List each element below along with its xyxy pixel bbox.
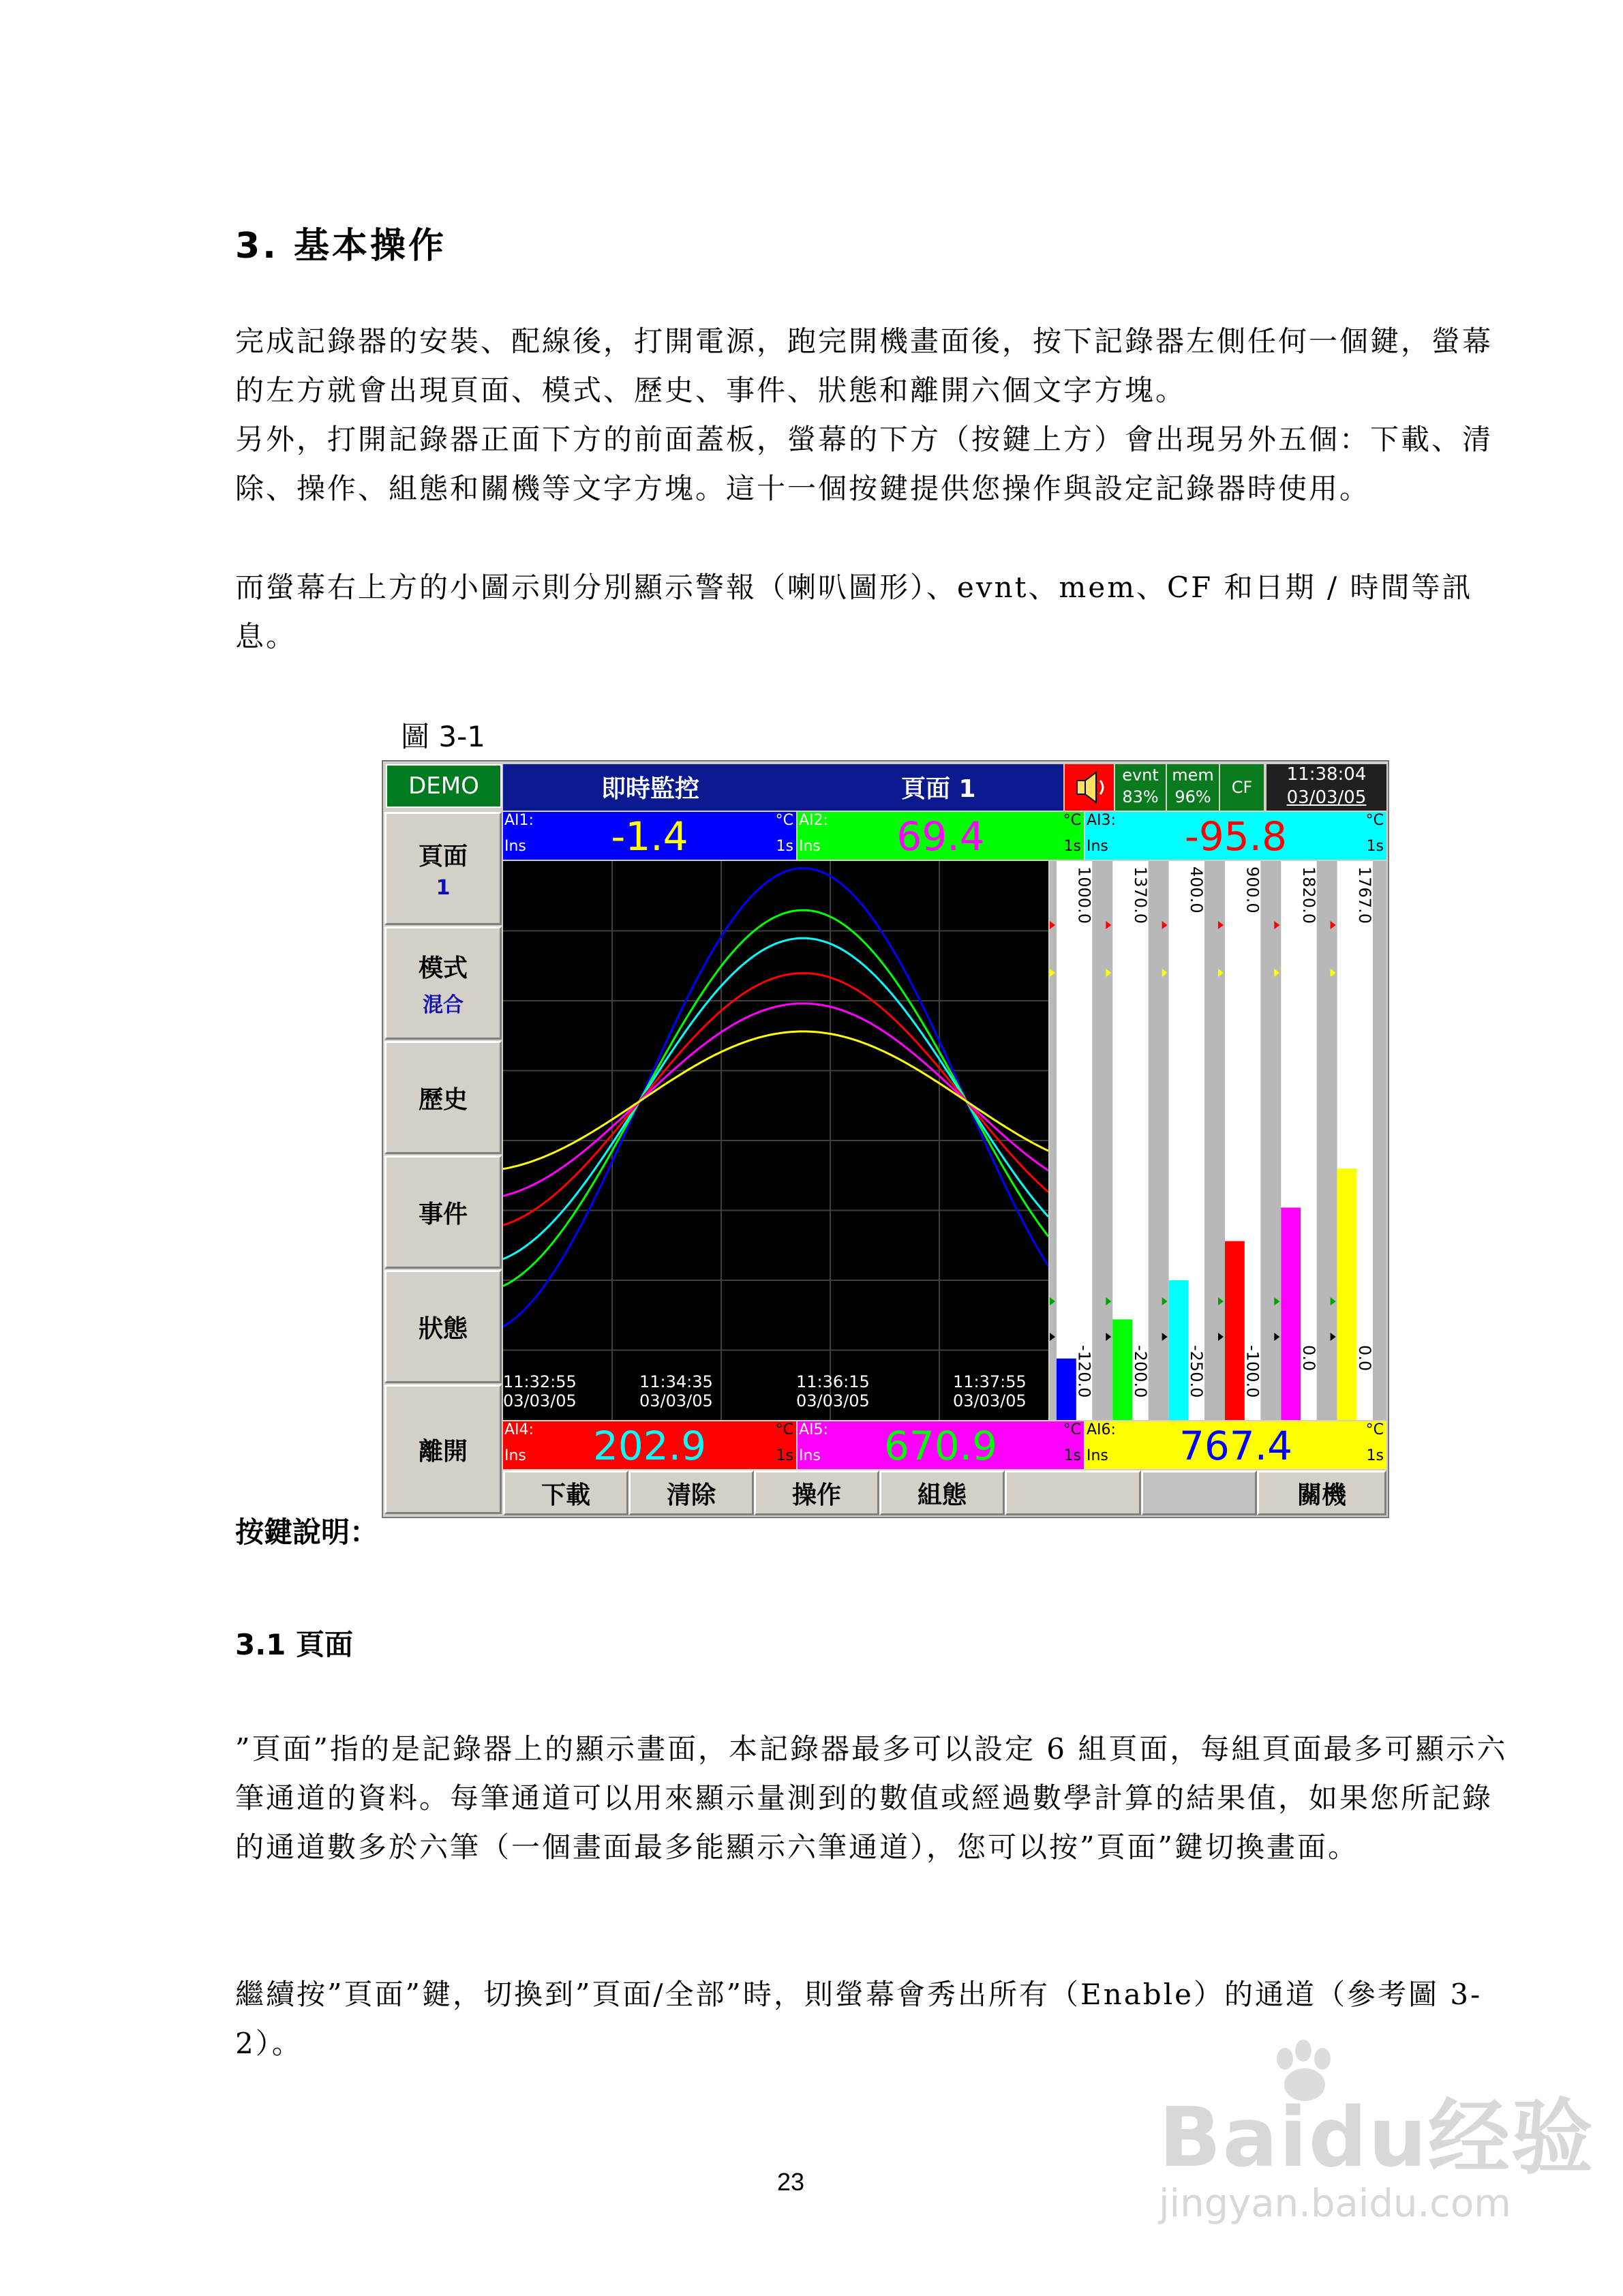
paragraph-2: 另外，打開記錄器正面下方的前面蓋板，螢幕的下方（按鍵上方）會出現另外五個：下載、清除、操作、組態和關機等文字方塊。這十一個按鍵提供您操作與設定記錄器時使用。 — [235, 423, 1493, 505]
time-tick-label: 11:34:35 — [639, 1372, 713, 1391]
channel-ai4: AI4: Ins 202.9 °C 1s — [503, 1421, 796, 1469]
watermark-url: jingyan.baidu.com — [1159, 2181, 1511, 2226]
alarm-speaker-icon — [1065, 764, 1114, 811]
section-heading: 3. 基本操作 — [235, 226, 447, 267]
page-number: 23 — [776, 2168, 805, 2196]
bar-track — [1057, 861, 1092, 1420]
bottom-button-empty-2[interactable] — [1141, 1470, 1257, 1515]
bottom-button-shutdown[interactable]: 關機 — [1257, 1470, 1386, 1515]
recorder-screen — [382, 760, 1389, 1518]
cf-indicator: CF — [1220, 764, 1264, 811]
section-paragraph-2: 繼續按”頁面”鍵，切換到”頁面/全部”時，則螢幕會秀出所有（Enable）的通道（參考圖 3-2）。 — [235, 1978, 1483, 2060]
side-button-status[interactable]: 狀態 — [384, 1270, 502, 1383]
channel-ai1: AI1: Ins -1.4 °C 1s — [503, 812, 796, 860]
time-tick-label: 11:36:15 — [796, 1372, 870, 1391]
screen-title: 即時監控 — [601, 775, 700, 803]
date-tick-label: 03/03/05 — [639, 1391, 713, 1410]
section-paragraph-1: ”頁面”指的是記錄器上的顯示畫面，本記錄器最多可以設定 6 組頁面，每組頁面最多可顯示六筆通道的資料。每筆通道可以用來顯示量測到的數值或經過數學計算的結果值，如果您所記錄的通道數多於六筆（一個畫面最多能顯示六筆通道），您可以按”頁面”鍵切換畫面。 — [235, 1732, 1508, 1864]
bar-max-label: 900.0 — [1243, 866, 1262, 913]
channel-ai2: AI2: Ins 69.4 °C 1s — [798, 812, 1084, 860]
date-tick-label: 03/03/05 — [953, 1391, 1027, 1410]
bar-max-label: 1370.0 — [1130, 866, 1150, 924]
paragraph-3: 而螢幕右上方的小圖示則分別顯示警報（喇叭圖形）、evnt、mem、CF 和日期 / 時間等訊息。 — [235, 571, 1473, 653]
channel-ai6: AI6: Ins 767.4 °C 1s — [1085, 1421, 1386, 1469]
bottom-button-clear[interactable]: 清除 — [628, 1470, 754, 1515]
bottom-button-config[interactable]: 組態 — [879, 1470, 1005, 1515]
side-button-event[interactable]: 事件 — [384, 1155, 502, 1269]
clock-date: 03/03/05 — [1266, 787, 1386, 811]
bargraph-panel — [1050, 861, 1386, 1420]
page-indicator: 頁面 1 — [901, 775, 976, 803]
bar-max-label: 1000.0 — [1074, 866, 1094, 924]
keys-heading: 按鍵說明： — [235, 1515, 379, 1549]
bar-fill — [1057, 1359, 1076, 1420]
bar-fill — [1112, 1319, 1132, 1420]
bar-fill — [1169, 1280, 1189, 1420]
clock-time: 11:38:04 — [1266, 764, 1386, 787]
bar-max-label: 400.0 — [1187, 866, 1207, 913]
paragraph-1: 完成記錄器的安裝、配線後，打開電源，跑完開機畫面後，按下記錄器左側任何一個鍵，螢幕的左方就會出現頁面、模式、歷史、事件、狀態和離開六個文字方塊。 — [235, 324, 1493, 407]
bar-min-label: -100.0 — [1243, 1345, 1262, 1398]
bottom-button-download[interactable]: 下載 — [503, 1470, 628, 1515]
demo-badge: DEMO — [386, 764, 502, 808]
date-tick-label: 03/03/05 — [503, 1391, 577, 1410]
title-bar — [503, 764, 1063, 811]
bar-min-label: 0.0 — [1299, 1345, 1318, 1372]
date-tick-label: 03/03/05 — [796, 1391, 870, 1410]
bar-min-label: -120.0 — [1074, 1345, 1094, 1398]
bar-min-label: -200.0 — [1130, 1345, 1150, 1398]
side-button-history[interactable]: 歷史 — [384, 1041, 502, 1154]
bar-fill — [1337, 1168, 1357, 1420]
bottom-button-operation[interactable]: 操作 — [754, 1470, 879, 1515]
evnt-indicator: evnt 83% — [1115, 764, 1166, 811]
bar-min-label: 0.0 — [1355, 1345, 1375, 1372]
bar-max-label: 1767.0 — [1355, 866, 1375, 924]
time-tick-label: 11:37:55 — [953, 1372, 1027, 1391]
figure-caption: 圖 3-1 — [401, 720, 485, 753]
bar-min-label: -250.0 — [1187, 1345, 1207, 1398]
time-tick-label: 11:32:55 — [503, 1372, 577, 1391]
trend-chart — [503, 861, 1048, 1420]
bar-fill — [1225, 1241, 1245, 1420]
subsection-title: 3.1 頁面 — [235, 1628, 354, 1661]
watermark-brand: Baidu经验 — [1159, 2091, 1594, 2186]
channel-ai3: AI3: Ins -95.8 °C 1s — [1085, 812, 1386, 860]
bottom-button-empty-1[interactable] — [1005, 1470, 1141, 1515]
channel-ai5: AI5: Ins 670.9 °C 1s — [798, 1421, 1084, 1469]
bar-fill — [1281, 1207, 1301, 1420]
mem-indicator: mem 96% — [1167, 764, 1219, 811]
side-button-page[interactable]: 頁面 1 — [384, 812, 502, 925]
side-button-exit[interactable]: 離開 — [384, 1385, 502, 1514]
side-button-mode[interactable]: 模式 混合 — [384, 926, 502, 1040]
bar-max-label: 1820.0 — [1299, 866, 1318, 924]
